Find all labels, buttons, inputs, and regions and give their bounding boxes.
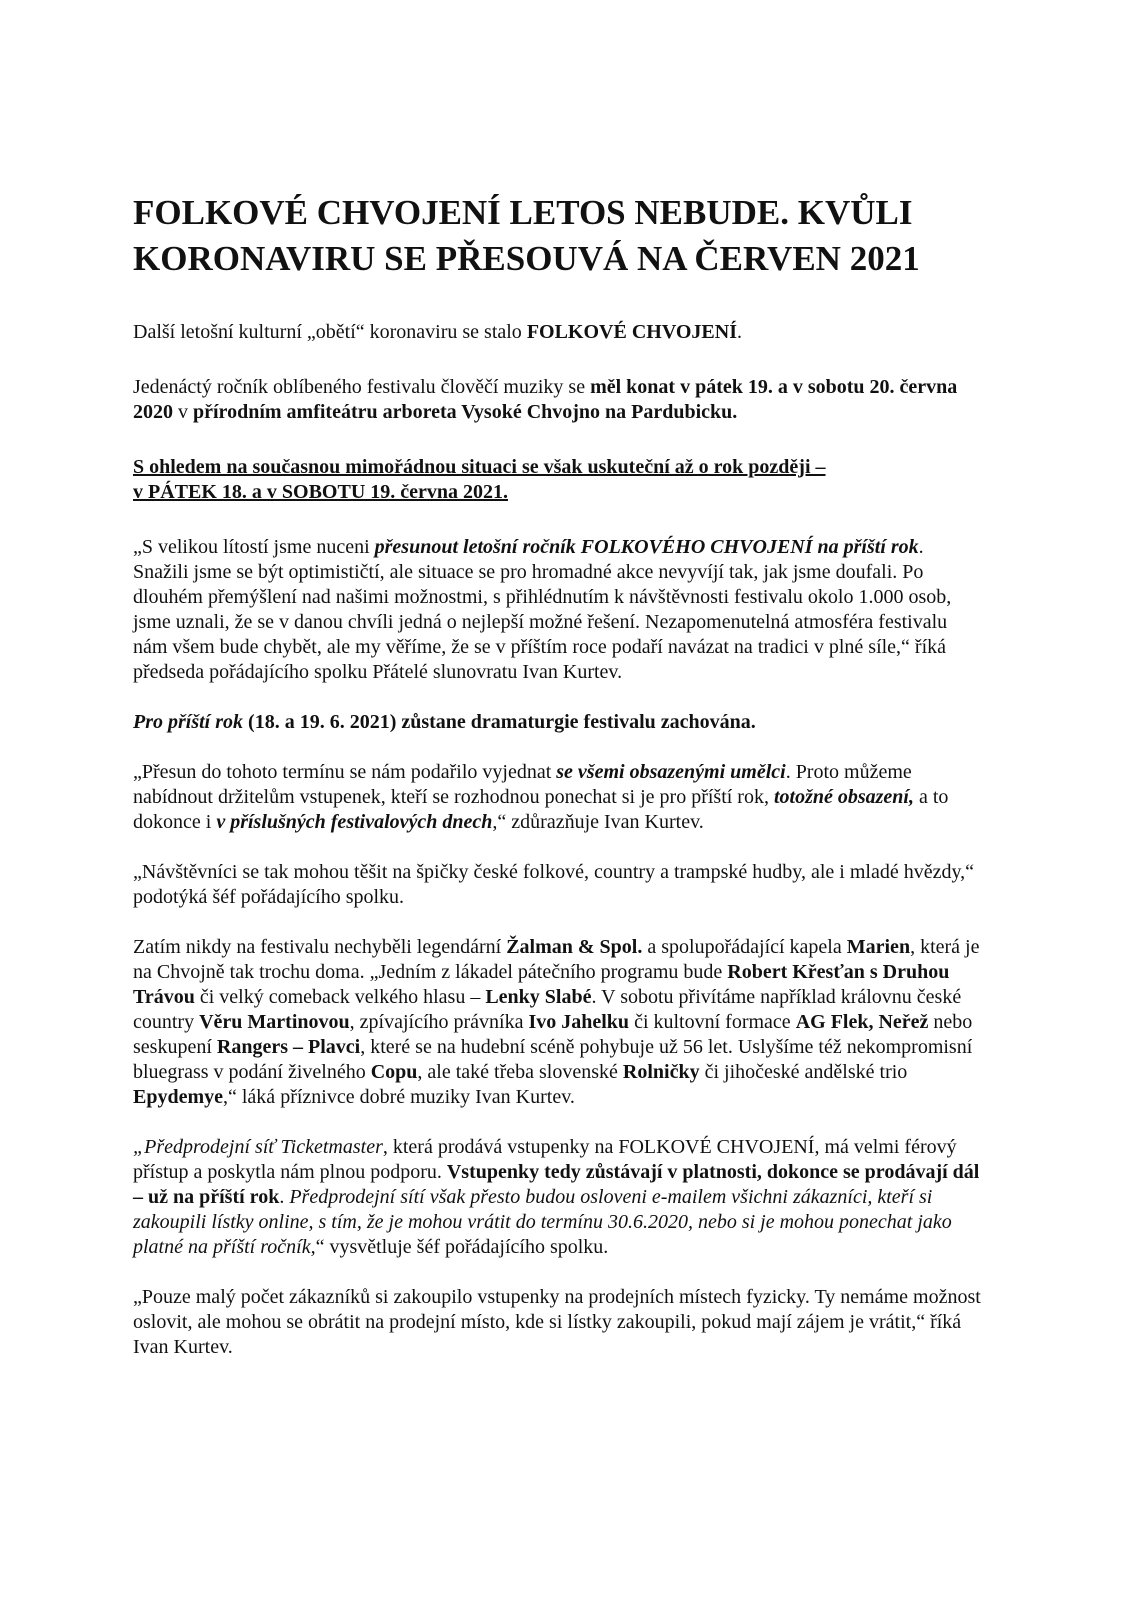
title-line-2: KORONAVIRU SE PŘESOUVÁ NA ČERVEN 2021 (133, 239, 920, 278)
emphasis: v příslušných festivalových dnech (216, 811, 493, 833)
text-run: Jedenáctý ročník oblíbeného festivalu člověčí muziky se (133, 376, 591, 398)
artist-name: Marien (846, 936, 911, 958)
artist-name: Věru Martinovou (199, 1011, 350, 1033)
paragraph-quote-postponement (133, 535, 983, 685)
artist-name: Ivo Jahelku (528, 1011, 630, 1033)
text-run: „S velikou lítostí jsme nuceni (133, 536, 375, 558)
paragraph-new-date (133, 455, 983, 505)
new-date-line-2: v PÁTEK 18. a v SOBOTU 19. června 2021. (133, 481, 509, 503)
text-run: „Pouze malý počet zákazníků si zakoupilo vstupenky na prodejních místech fyzicky. Ty nemáme možnost oslovit, ale mohou se obrátit na prodejní místo, kde si lístky zakoupili, pokud mají zájem je vrátit,“ říká Ivan Kurtev. (133, 1286, 981, 1358)
text-run: či velký comeback velkého hlasu – (194, 986, 486, 1008)
text-run: . Proto můžeme nabídnout držitelům vstupenek, kteří se rozhodnou ponechat si je pro příští rok, (133, 761, 912, 808)
text-run: , zpívajícího právníka (349, 1011, 529, 1033)
text-run: . Snažili jsme se být optimističtí, ale situace se pro hromadné akce nevyvíjí tak, jak jsme doufali. Po dlouhém přemýšlení nad našimi možnostmi, s přihlédnutím k návštěvnosti festivalu okolo 1.000 osob, jsme uznali, že se v danou chvíli jedná o nejlepší možné řešení. Nezapomenutelná atmosféra festivalu nám všem bude chybět, ale my věříme, že se v příštím roce podaří navázat na tradici v plné síle,“ říká předseda pořádajícího spolku Přátelé slunovratu Ivan Kurtev. (133, 536, 952, 683)
title-line-1: FOLKOVÉ CHVOJENÍ LETOS NEBUDE. KVŮLI (133, 193, 913, 232)
festival-name: FOLKOVÉ CHVOJENÍ (526, 321, 737, 343)
text-run: Zatím nikdy na festivalu nechyběli legendární (133, 936, 507, 958)
text-run: či kultovní formace (629, 1011, 796, 1033)
new-date-line-1: S ohledem na současnou mimořádnou situaci se však uskuteční až o rok později – (133, 456, 826, 478)
emphasis: totožné obsazení, (773, 786, 914, 808)
text-run: a to dokonce i (133, 786, 949, 833)
venue: přírodním amfiteátru arboreta Vysoké Chvojno na Pardubicku. (193, 401, 738, 423)
paragraph-physical-tickets (133, 1285, 983, 1360)
emphasis: Předprodejní sítí však přesto budou osloveni e-mailem všichni zákazníci, kteří si zakoupili lístky online, s tím, že je mohou vrátit do termínu 30.6.2020, nebo si je mohou ponechat jako platné na příští ročník, (133, 1186, 952, 1258)
text-run: . (737, 321, 742, 343)
paragraph-dramaturgy (133, 710, 983, 735)
text-run: „Přesun do tohoto termínu se nám podařilo vyjednat (133, 761, 557, 783)
paragraph-tickets (133, 1135, 983, 1260)
text-run: , která prodává vstupenky na FOLKOVÉ CHVOJENÍ, má velmi férový přístup a poskytla nám plnou podporu. (133, 1136, 957, 1183)
emphasis: přesunout letošní ročník FOLKOVÉHO CHVOJENÍ na příští rok (374, 536, 919, 558)
paragraph-lineup (133, 935, 983, 1110)
paragraph-quote-artists (133, 760, 983, 835)
artist-name: Epydemye (133, 1086, 223, 1108)
paragraph-quote-visitors (133, 860, 983, 910)
emphasis: Pro příští rok (133, 711, 244, 733)
document-page (133, 190, 983, 1385)
text-run: a spolupořádající kapela (642, 936, 847, 958)
paragraph-original-date (133, 375, 983, 425)
text-run: , která je na Chvojně tak trochu doma. „Jedním z lákadel pátečního programu bude (133, 936, 980, 983)
artist-name: Rangers – Plavci (216, 1036, 361, 1058)
artist-name: Robert Křesťan s Druhou Trávou (133, 961, 950, 1008)
text-run: v (173, 401, 193, 423)
text-run: ,“ láká příznivce dobré muziky Ivan Kurtev. (223, 1086, 575, 1108)
text-run: , které se na hudební scéně pohybuje už 56 let. Uslyšíme též nekompromisní bluegrass v podání živelného (133, 1036, 973, 1083)
artist-name: Lenky Slabé (485, 986, 592, 1008)
artist-name: AG Flek, Neřež (795, 1011, 929, 1033)
text-run: , ale také třeba slovenské (417, 1061, 623, 1083)
emphasis: se všemi obsazenými umělci (556, 761, 786, 783)
artist-name: Rolničky (622, 1061, 700, 1083)
paragraph-intro (133, 320, 983, 345)
text-run: Další letošní kulturní „obětí“ koronaviru se stalo (133, 321, 527, 343)
text-run: „Návštěvníci se tak mohou těšit na špičky české folkové, country a trampské hudby, ale i mladé hvězdy,“ podotýká šéf pořádajícího spolku. (133, 861, 975, 908)
text-run: či jihočeské andělské trio (699, 1061, 908, 1083)
document-title (133, 190, 983, 282)
text-run: nebo seskupení (133, 1011, 973, 1058)
tickets-valid-statement: Vstupenky tedy zůstávají v platnosti, dokonce se prodávají dál – už na příští rok (133, 1161, 980, 1208)
artist-name: Copu (370, 1061, 418, 1083)
dramaturgy-statement: (18. a 19. 6. 2021) zůstane dramaturgie festivalu zachována. (243, 711, 756, 733)
original-date: měl konat v pátek 19. a v sobotu 20. června 2020 (133, 376, 958, 423)
text-run: . (279, 1186, 290, 1208)
artist-name: Žalman & Spol. (506, 936, 643, 958)
emphasis: „Předprodejní síť Ticketmaster (133, 1136, 383, 1158)
text-run: “ vysvětluje šéf pořádajícího spolku. (315, 1236, 609, 1258)
text-run: . V sobotu přivítáme například královnu české country (133, 986, 962, 1033)
text-run: ,“ zdůrazňuje Ivan Kurtev. (492, 811, 704, 833)
